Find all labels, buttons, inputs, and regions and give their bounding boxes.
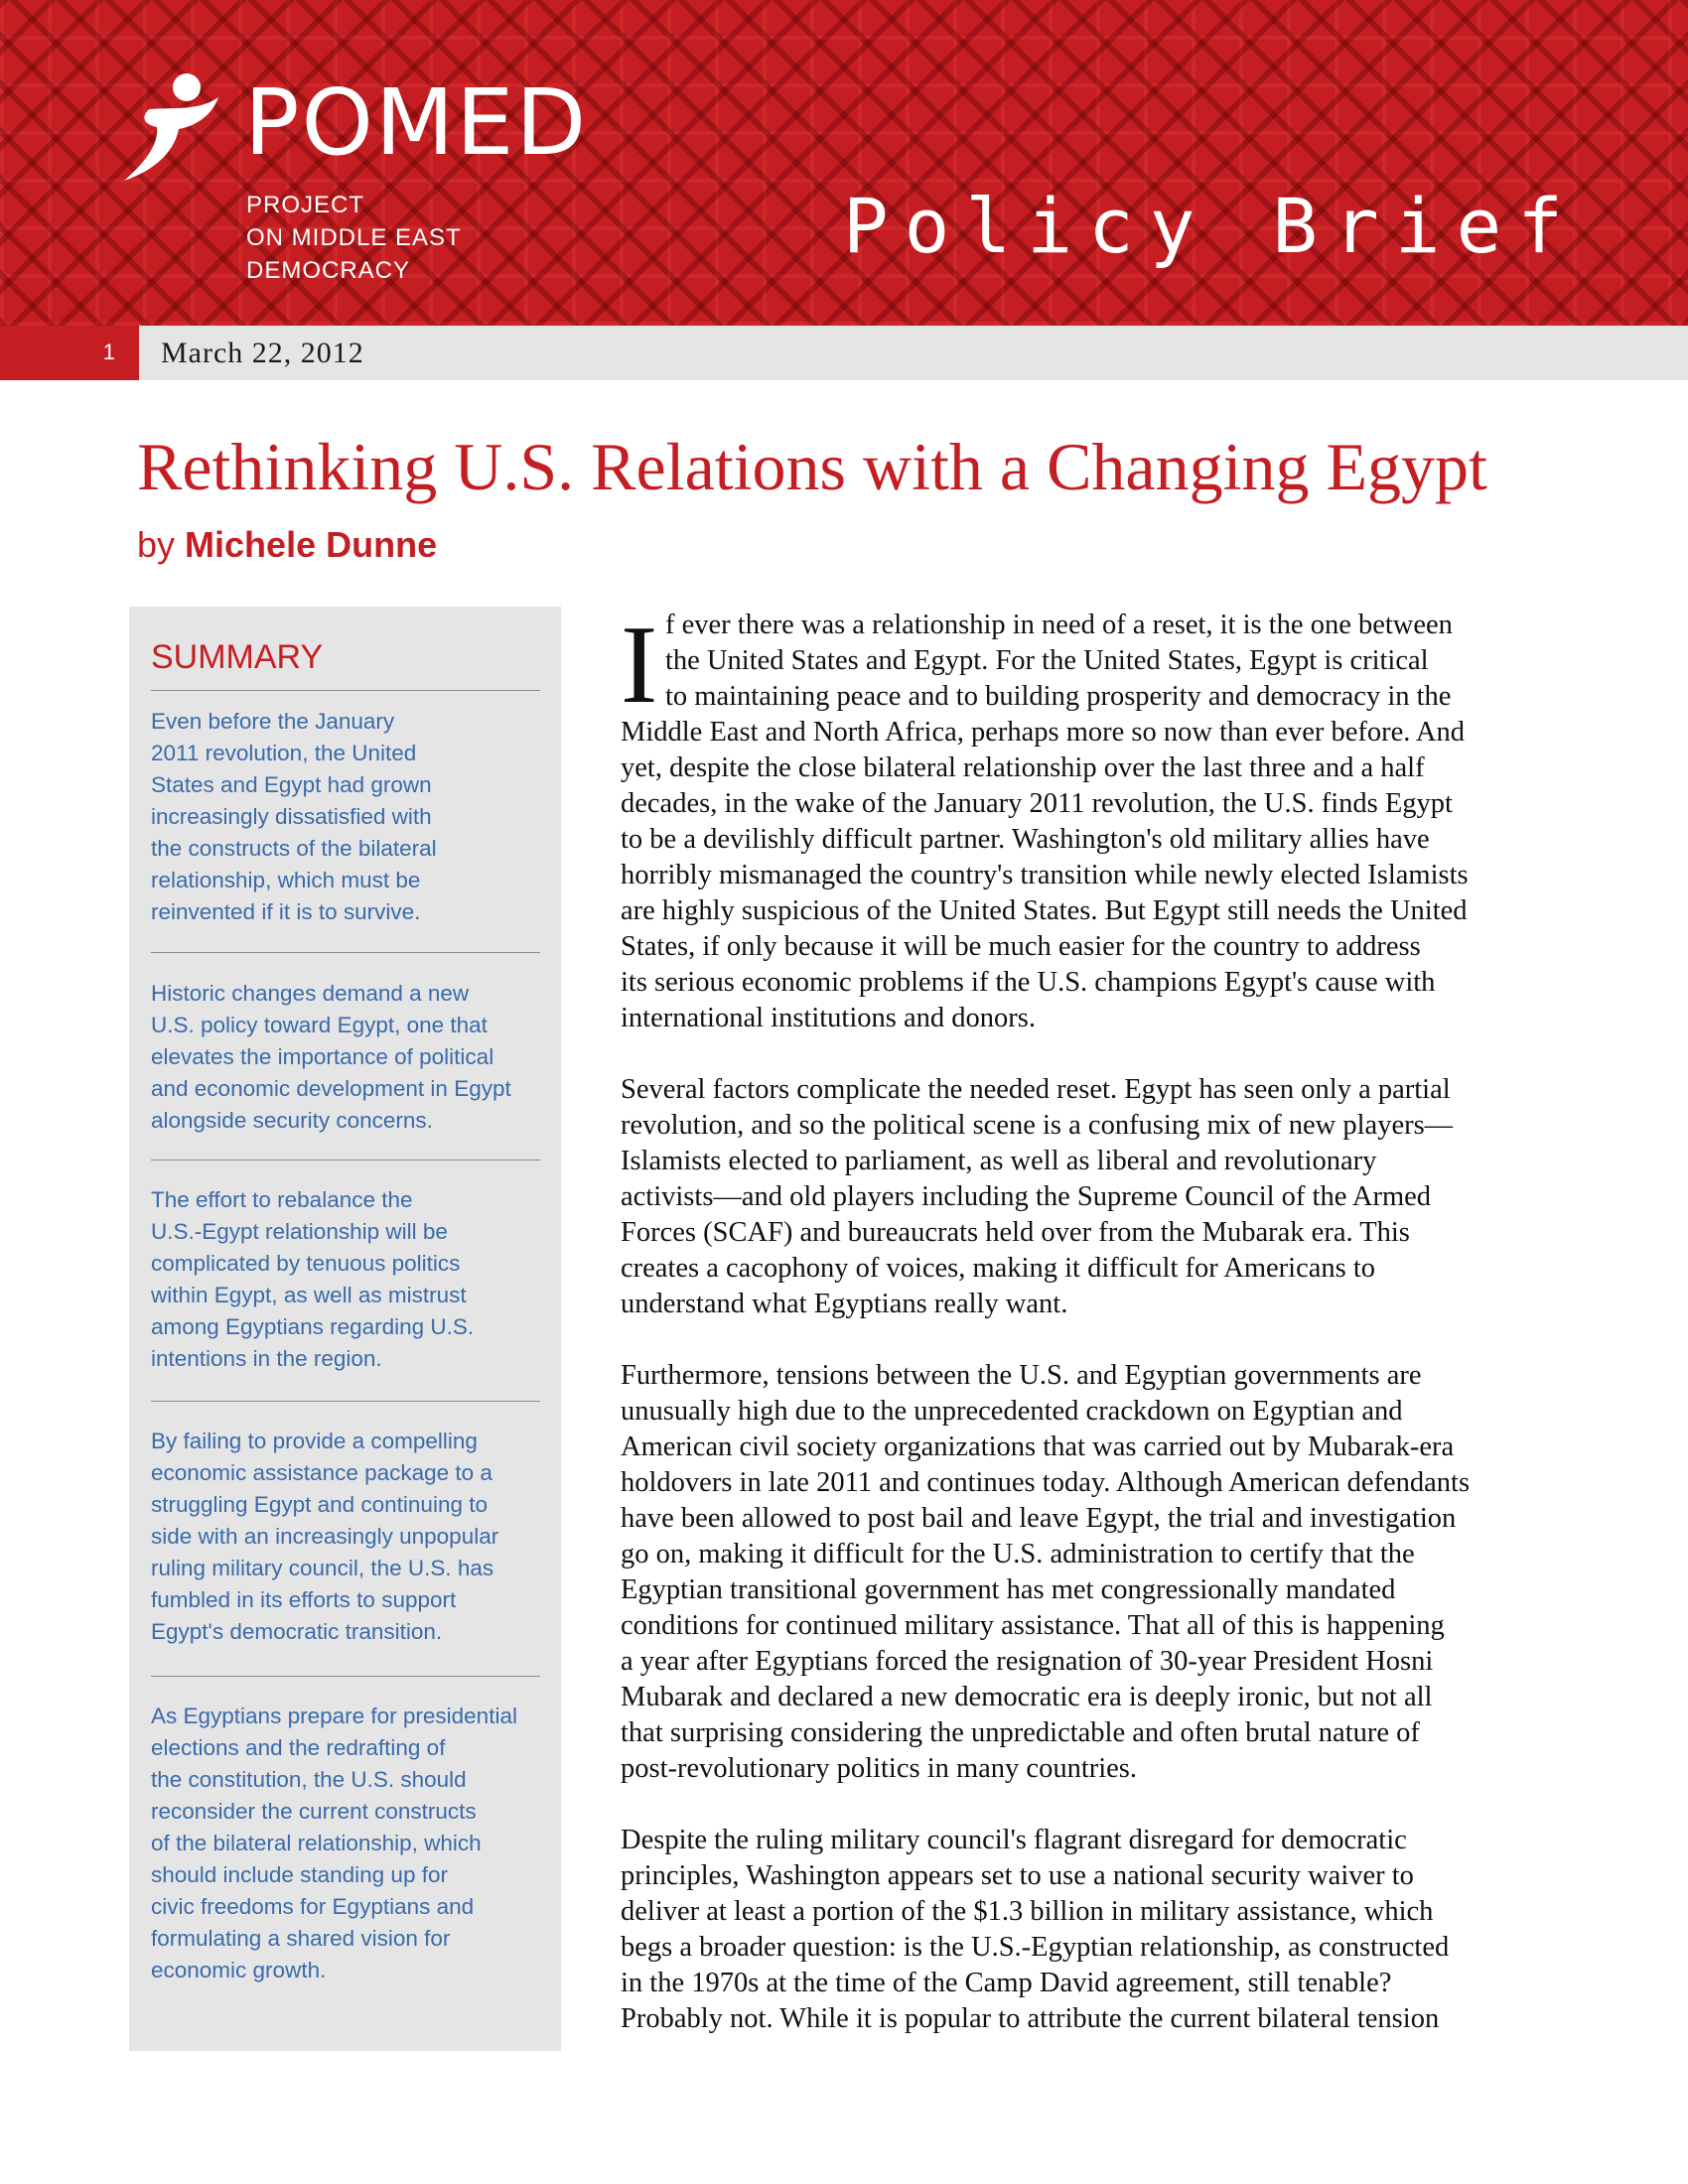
summary-line: 2011 revolution, the United (151, 741, 417, 765)
body-line: creates a cacophony of voices, making it difficult for Americans to (621, 1253, 1376, 1284)
summary-line: U.S.-Egypt relationship will be (151, 1219, 448, 1244)
body-line: horribly mismanaged the country's transition while newly elected Islamists (621, 860, 1469, 890)
summary-line: the constitution, the U.S. should (151, 1767, 467, 1792)
summary-line: relationship, which must be (151, 868, 421, 892)
body-line: Furthermore, tensions between the U.S. and Egyptian governments are (621, 1360, 1422, 1391)
body-line: begs a broader question: is the U.S.-Egyptian relationship, as constructed (621, 1932, 1450, 1963)
body-line: f ever there was a relationship in need of a reset, it is the one between (665, 610, 1453, 640)
summary-line: As Egyptians prepare for presidential (151, 1704, 517, 1728)
byline (137, 524, 437, 566)
summary-heading: SUMMARY (151, 638, 324, 676)
summary-line: ruling military council, the U.S. has (151, 1556, 494, 1580)
divider (151, 952, 540, 953)
body-line: a year after Egyptians forced the resignation of 30-year President Hosni (621, 1646, 1434, 1677)
summary-line: should include standing up for (151, 1862, 448, 1887)
article-body (621, 604, 1614, 2037)
summary-item (151, 978, 558, 1137)
summary-line: By failing to provide a compelling (151, 1429, 478, 1453)
summary-line: side with an increasingly unpopular (151, 1524, 499, 1549)
body-line: Several factors complicate the needed reset. Egypt has seen only a partial (621, 1074, 1451, 1105)
body-line: go on, making it difficult for the U.S. administration to certify that the (621, 1539, 1415, 1570)
paragraph (621, 604, 1614, 1036)
org-name: POMED (244, 69, 589, 176)
body-line: to maintaining peace and to building prosperity and democracy in the (665, 681, 1452, 712)
org-subtitle-line: DEMOCRACY (246, 257, 411, 284)
body-line: understand what Egyptians really want. (621, 1289, 1068, 1319)
body-line: conditions for continued military assistance. That all of this is happening (621, 1610, 1445, 1641)
summary-line: Even before the January (151, 709, 395, 734)
page-number-box (0, 326, 139, 380)
body-line: principles, Washington appears set to use a national security waiver to (621, 1860, 1414, 1891)
summary-line: economic growth. (151, 1958, 327, 1982)
paragraph (621, 1358, 1614, 1787)
summary-line: formulating a shared vision for (151, 1926, 451, 1951)
summary-line: Egypt's democratic transition. (151, 1619, 443, 1644)
org-subtitle-line: ON MIDDLE EAST (246, 224, 462, 251)
summary-line: U.S. policy toward Egypt, one that (151, 1013, 488, 1037)
body-line: have been allowed to post bail and leave Egypt, the trial and investigation (621, 1503, 1457, 1534)
summary-line: Historic changes demand a new (151, 981, 470, 1006)
summary-line: reinvented if it is to survive. (151, 899, 421, 924)
org-subtitle-line: PROJECT (246, 192, 365, 218)
body-line: activists—and old players including the Supreme Council of the Armed (621, 1181, 1432, 1212)
body-line: States, if only because it will be much easier for the country to address (621, 931, 1421, 962)
summary-line: elections and the redrafting of (151, 1735, 446, 1760)
publication-date: March 22, 2012 (161, 337, 364, 369)
paragraph (621, 1823, 1614, 2037)
summary-line: among Egyptians regarding U.S. (151, 1314, 475, 1339)
summary-line: the constructs of the bilateral (151, 836, 437, 861)
summary-line: economic assistance package to a (151, 1460, 492, 1485)
body-line: Despite the ruling military council's flagrant disregard for democratic (621, 1825, 1407, 1855)
summary-line: intentions in the region. (151, 1346, 382, 1371)
summary-line: civic freedoms for Egyptians and (151, 1894, 475, 1919)
divider (151, 690, 540, 691)
body-line: Forces (SCAF) and bureaucrats held over from the Mubarak era. This (621, 1217, 1410, 1248)
body-line: yet, despite the close bilateral relationship over the last three and a half (621, 752, 1425, 783)
body-line: post-revolutionary politics in many countries. (621, 1753, 1138, 1784)
body-line: to be a devilishly difficult partner. Washington's old military allies have (621, 824, 1430, 855)
summary-box (129, 607, 561, 2051)
summary-line: States and Egypt had grown (151, 772, 432, 797)
body-line: that surprising considering the unpredictable and often brutal nature of (621, 1717, 1420, 1748)
summary-line: and economic development in Egypt (151, 1076, 511, 1101)
summary-item (151, 706, 558, 928)
summary-line: within Egypt, as well as mistrust (151, 1283, 467, 1307)
header-banner (0, 0, 1688, 326)
body-line: American civil society organizations that was carried out by Mubarak-era (621, 1432, 1455, 1462)
body-line: the United States and Egypt. For the United States, Egypt is critical (665, 645, 1429, 676)
body-line: decades, in the wake of the January 2011 revolution, the U.S. finds Egypt (621, 788, 1453, 819)
summary-item (151, 1184, 558, 1375)
summary-line: elevates the importance of political (151, 1044, 494, 1069)
drop-cap: I (621, 604, 658, 727)
divider (151, 1676, 540, 1677)
body-line: Egyptian transitional government has met congressionally mandated (621, 1574, 1396, 1605)
body-line: its serious economic problems if the U.S. champions Egypt's cause with (621, 967, 1436, 998)
summary-line: complicated by tenuous politics (151, 1251, 461, 1276)
document-type: Policy Brief (842, 182, 1579, 270)
summary-line: reconsider the current constructs (151, 1799, 477, 1824)
summary-line: increasingly dissatisfied with (151, 804, 432, 829)
paragraph (621, 1072, 1614, 1322)
body-line: are highly suspicious of the United States. But Egypt still needs the United (621, 895, 1468, 926)
summary-item (151, 1426, 558, 1648)
summary-line: struggling Egypt and continuing to (151, 1492, 488, 1517)
body-line: Probably not. While it is popular to attribute the current bilateral tension (621, 2003, 1440, 2034)
pomed-logo-icon (119, 69, 228, 189)
summary-line: of the bilateral relationship, which (151, 1831, 482, 1855)
summary-line: fumbled in its efforts to support (151, 1587, 457, 1612)
body-line: unusually high due to the unprecedented crackdown on Egyptian and (621, 1396, 1403, 1427)
body-line: holdovers in late 2011 and continues today. Although American defendants (621, 1467, 1471, 1498)
author-name: Michele Dunne (185, 524, 438, 565)
byline-prefix: by (137, 524, 176, 565)
summary-line: The effort to rebalance the (151, 1187, 413, 1212)
body-line: Islamists elected to parliament, as well as liberal and revolutionary (621, 1146, 1377, 1176)
article-title: Rethinking U.S. Relations with a Changing Egypt (137, 429, 1487, 504)
summary-line: alongside security concerns. (151, 1108, 433, 1133)
body-line: in the 1970s at the time of the Camp David agreement, still tenable? (621, 1968, 1392, 1998)
divider (151, 1401, 540, 1402)
body-line: international institutions and donors. (621, 1003, 1036, 1033)
summary-item (151, 1701, 558, 1986)
body-line: Middle East and North Africa, perhaps more so now than ever before. And (621, 717, 1466, 748)
body-line: revolution, and so the political scene is a confusing mix of new players— (621, 1110, 1454, 1141)
body-line: deliver at least a portion of the $1.3 billion in military assistance, which (621, 1896, 1434, 1927)
date-bar (0, 326, 1688, 380)
page-number: 1 (102, 340, 115, 364)
body-line: Mubarak and declared a new democratic era is deeply ironic, but not all (621, 1682, 1433, 1712)
org-subtitle (246, 189, 462, 287)
